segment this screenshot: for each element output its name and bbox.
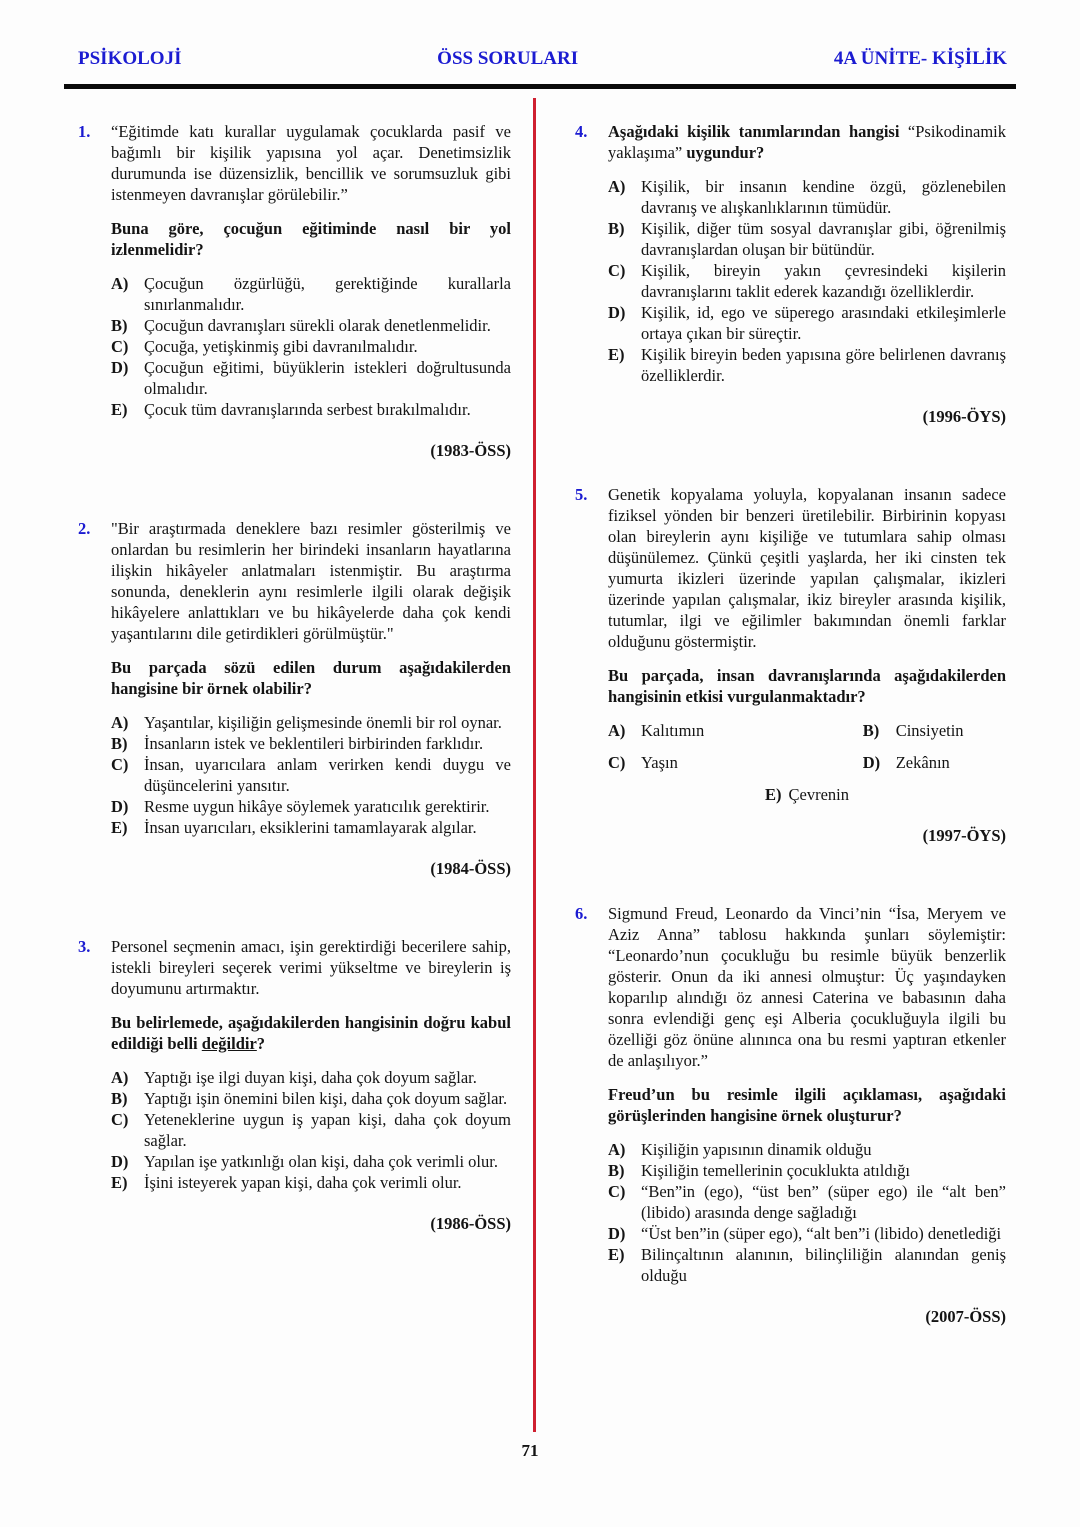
option-text: Kişilik bireyin beden yapısına göre belirlenen davranış özelliklerdir. [641,345,1006,385]
option-letter: B) [111,734,128,753]
question-paragraph: Personel seçmenin amacı, işin gerektirdiği becerilere sahip, istekli bireyleri seçerek verimi yükseltme ve bireylerin iş doyumunu artırmaktır. [111,937,511,998]
question-content [111,121,511,518]
option-text: Çocuğun özgürlüğü, gerektiğinde kurallarla sınırlanmalıdır. [144,274,511,314]
question-paragraph: Sigmund Freud, Leonardo da Vinci’nin “İsa, Meryem ve Aziz Anna” tablosu hakkında şunları söylemiştir: “Leonardo’nun çocukluğu bu resimle büyük benzerlik gösterir. Onun da iki annesi olmuştur: Üç yaşındayken koparılıp alındığı öz annesi Caterina ve babasının daha sonra evlendiği genç eşi Alberia çocukluğuyla ilgili bu özelliği göz önüne alınınca ona bu resmi yaptıran etkenler de anlaşılıyor.” [608,904,1006,1070]
option-text: Kişiliğin temellerinin çocuklukta atıldığı [641,1161,910,1180]
option-text: Zekânın [895,753,950,772]
question-stem [608,1084,1006,1126]
question-block [575,121,1006,484]
question-stem [111,657,511,699]
stem-segment: Aşağıdaki kişilik tanımlarından hangisi [608,122,908,141]
option-text: Yaşantılar, kişiliğin gelişmesinde önemli bir rol oynar. [144,713,502,732]
option [608,1139,1006,1160]
option [111,1067,511,1088]
question-block [78,518,511,936]
option-text: İnsan, uyarıcılara anlam verirken kendi duygu ve düşüncelerini yansıtır. [144,755,511,795]
year-tag: (1983-ÖSS) [430,441,511,460]
option-letter: D) [111,358,129,377]
year-tag: (1997-ÖYS) [922,826,1006,845]
option-letter: B) [608,1161,625,1180]
option [111,1109,511,1151]
question-block [575,903,1006,1384]
option-text: Kişilik, bireyin yakın çevresindeki kişilerin davranışlarını taklit ederek kazandığı özelliklerdir. [641,261,1006,301]
question-stem [111,1012,511,1054]
options-list [111,273,511,420]
stem-segment: “Psikodinamik yaklaşıma” [608,122,1006,162]
question-paragraph: Genetik kopyalama yoluyla, kopyalanan insanın sadece fiziksel yönden bir benzeri üretilebilir. Birbirinin kopyası olan bireylerin aynı kişiliğe ve tutumlara sahip olması düşünülemez. Çünkü çeşitli yaşlarda, her iki cinsten tek yumurta ikizleri üzerinde yapılan çalışmalar, ikizleri üzerinde yapılan çalışmalar, ikiz bireyler arasında kişilik, tutumlar, ilgi ve eğilimler bakımından önemli farklar olduğunu göstermiştir. [608,485,1006,651]
option-letter: C) [111,1110,129,1129]
option-letter: C) [608,753,626,772]
option-text: Kalıtımın [641,721,705,740]
option-letter: D) [111,1152,129,1171]
option-row-center [608,784,1006,805]
option-letter: A) [111,713,129,732]
option [111,1151,511,1172]
option [608,176,1006,218]
option [111,733,511,754]
question-number: 4. [575,122,588,141]
question-content [608,121,1006,484]
option-letter: A) [608,1140,626,1159]
stem-segment: ? [256,1034,266,1053]
option-text: Kişilik, diğer tüm sosyal davranışlar gibi, öğrenilmiş davranışlardan oluşan bir bütündür. [641,219,1006,259]
option-text: Resme uygun hikâye söylemek yaratıcılık gerektirir. [144,797,490,816]
year-tag: (1996-ÖYS) [922,407,1006,426]
question-content [608,903,1006,1384]
question-content [111,518,511,936]
option [863,720,964,741]
option-text: Yaşın [641,753,678,772]
option-letter: B) [862,721,880,740]
option-letter: C) [608,261,626,280]
option [111,1172,511,1193]
option-text: İnsanların istek ve beklentileri birbirinden farklıdır. [144,734,484,753]
year-tag: (1986-ÖSS) [430,1214,511,1233]
header-unit: 4A ÜNİTE- KİŞİLİK [833,48,1007,69]
option-letter: C) [608,1182,626,1201]
option-text: Çocuğun eğitimi, büyüklerin istekleri doğrultusunda olmalıdır. [144,358,511,398]
option-text: Çocuğun davranışları sürekli olarak denetlenmelidir. [144,316,491,335]
option [111,712,511,733]
options-list [111,1067,511,1193]
option [111,1088,511,1109]
option [111,273,511,315]
stem-segment: uygundur? [686,143,765,162]
header-subject: PSİKOLOJİ [78,48,182,69]
option [765,784,849,805]
option-letter: B) [111,1089,128,1108]
header-section-title: ÖSS SORULARI [437,48,579,69]
option-text: Yeteneklerine uygun iş yapan kişi, daha çok doyum sağlar. [144,1110,511,1150]
option-text: Yapılan işe yatkınlığı olan kişi, daha çok verimli olur. [144,1152,498,1171]
question-block [78,936,511,1291]
option [111,399,511,420]
options-list [111,712,511,838]
option-letter: B) [111,316,128,335]
question-block [575,484,1006,903]
stem-segment: Buna göre, çocuğun eğitiminde nasıl bir yol izlenmelidir? [111,219,511,259]
options-grid [608,720,1006,805]
option [608,218,1006,260]
option-text: Çevrenin [788,785,849,804]
question-content [111,936,511,1291]
page-number: 71 [521,1441,539,1460]
option-row [608,752,1006,773]
question-number: 5. [575,485,588,504]
option-letter: A) [111,274,129,293]
stem-segment: değildir [201,1034,257,1053]
page-header [78,48,1007,70]
option [608,1223,1006,1244]
option [111,336,511,357]
question-paragraph: "Bir araştırmada deneklere bazı resimler gösterilmiş ve onlardan bu resimlerin her birindeki insanların hayatlarına ilişkin hikâyeler anlatmaları istenmiştir. Bu araştırma sonunda, deneklerin aynı resimlerle ilgili olarak değişik hikâyelere anlattıkları ve bu hikâyelerde daha çok kendi yaşantılarını dile getirdikleri görülmüştür." [111,519,511,643]
question-content [608,484,1006,903]
option-letter: E) [111,1173,128,1192]
option-letter: D) [608,303,626,322]
option-row [608,720,1006,741]
stem-segment: Bu parçada, insan davranışlarında aşağıdakilerden hangisinin etkisi vurgulanmaktadır? [608,666,1006,706]
option [608,720,863,741]
option-text: İşini isteyerek yapan kişi, daha çok verimli olur. [144,1173,462,1192]
option-letter: E) [608,345,625,364]
option-text: “Ben”in (ego), “üst ben” (süper ego) ile “alt ben” (libido) arasında denge sağladığı [641,1182,1006,1222]
right-column [575,121,1006,1384]
option-letter: E) [111,818,128,837]
option [111,754,511,796]
option [111,357,511,399]
options-list [608,1139,1006,1286]
option [608,1244,1006,1286]
option-text: Kişiliğin yapısının dinamik olduğu [641,1140,872,1159]
option-letter: E) [111,400,128,419]
option-letter: D) [111,797,129,816]
option-letter: E) [765,785,782,804]
column-divider [533,98,536,1432]
option-text: Bilinçaltının alanının, bilinçliliğin alanından geniş olduğu [641,1245,1006,1285]
year-tag: (1984-ÖSS) [430,859,511,878]
question-number: 6. [575,904,588,923]
question-number: 1. [78,122,91,141]
question-stem [111,218,511,260]
option-letter: A) [111,1068,129,1087]
option-letter: B) [608,219,625,238]
option-letter: D) [862,753,881,772]
question-block [78,121,511,518]
option-text: Kişilik, id, ego ve süperego arasındaki etkileşimlerle ortaya çıkan bir süreçtir. [641,303,1006,343]
stem-segment: Bu parçada sözü edilen durum aşağıdakilerden hangisine bir örnek olabilir? [111,658,511,698]
option-text: Çocuk tüm davranışlarında serbest bırakılmalıdır. [144,400,471,419]
stem-segment: Bu belirlemede, aşağıdakilerden hangisinin doğru kabul edildiği belli [111,1013,511,1053]
option [608,752,863,773]
stem-segment: Freud’un bu resimle ilgili açıklaması, aşağıdaki görüşlerinden hangisine örnek oluşturur? [608,1085,1006,1125]
options-list [608,176,1006,386]
option-letter: A) [608,721,626,740]
option-text: “Üst ben”in (süper ego), “alt ben”i (libido) denetlediği [641,1224,1002,1243]
option-text: Kişilik, bir insanın kendine özgü, gözlenebilen davranış ve alışkanlıklarının tümüdür. [641,177,1006,217]
question-stem [608,665,1006,707]
option-letter: D) [608,1224,626,1243]
option-text: Çocuğa, yetişkinmiş gibi davranılmalıdır. [144,337,418,356]
question-stem [608,121,1006,163]
option [863,752,950,773]
option [608,302,1006,344]
option [111,315,511,336]
year-tag: (2007-ÖSS) [925,1307,1006,1326]
option-text: İnsan uyarıcıları, eksiklerini tamamlayarak algılar. [144,818,477,837]
option [608,260,1006,302]
question-number: 2. [78,519,91,538]
header-rule [64,84,1016,89]
question-paragraph: “Eğitimde katı kurallar uygulamak çocuklarda pasif ve bağımlı bir kişilik yapısına yol açar. Denetimsizlik durumunda ise düzensizlik, bencillik ve sorumsuzluk gibi istenmeyen davranışlar görülebilir.” [111,122,511,204]
option-letter: C) [111,755,129,774]
option [111,817,511,838]
option-text: Yaptığı işe ilgi duyan kişi, daha çok doyum sağlar. [144,1068,477,1087]
option [608,344,1006,386]
option-text: Yaptığı işin önemini bilen kişi, daha çok doyum sağlar. [144,1089,508,1108]
question-number: 3. [78,937,91,956]
option-letter: C) [111,337,129,356]
option-letter: A) [608,177,626,196]
option-letter: E) [608,1245,625,1264]
option [608,1160,1006,1181]
left-column [78,121,511,1291]
option [608,1181,1006,1223]
option-text: Cinsiyetin [895,721,964,740]
option [111,796,511,817]
